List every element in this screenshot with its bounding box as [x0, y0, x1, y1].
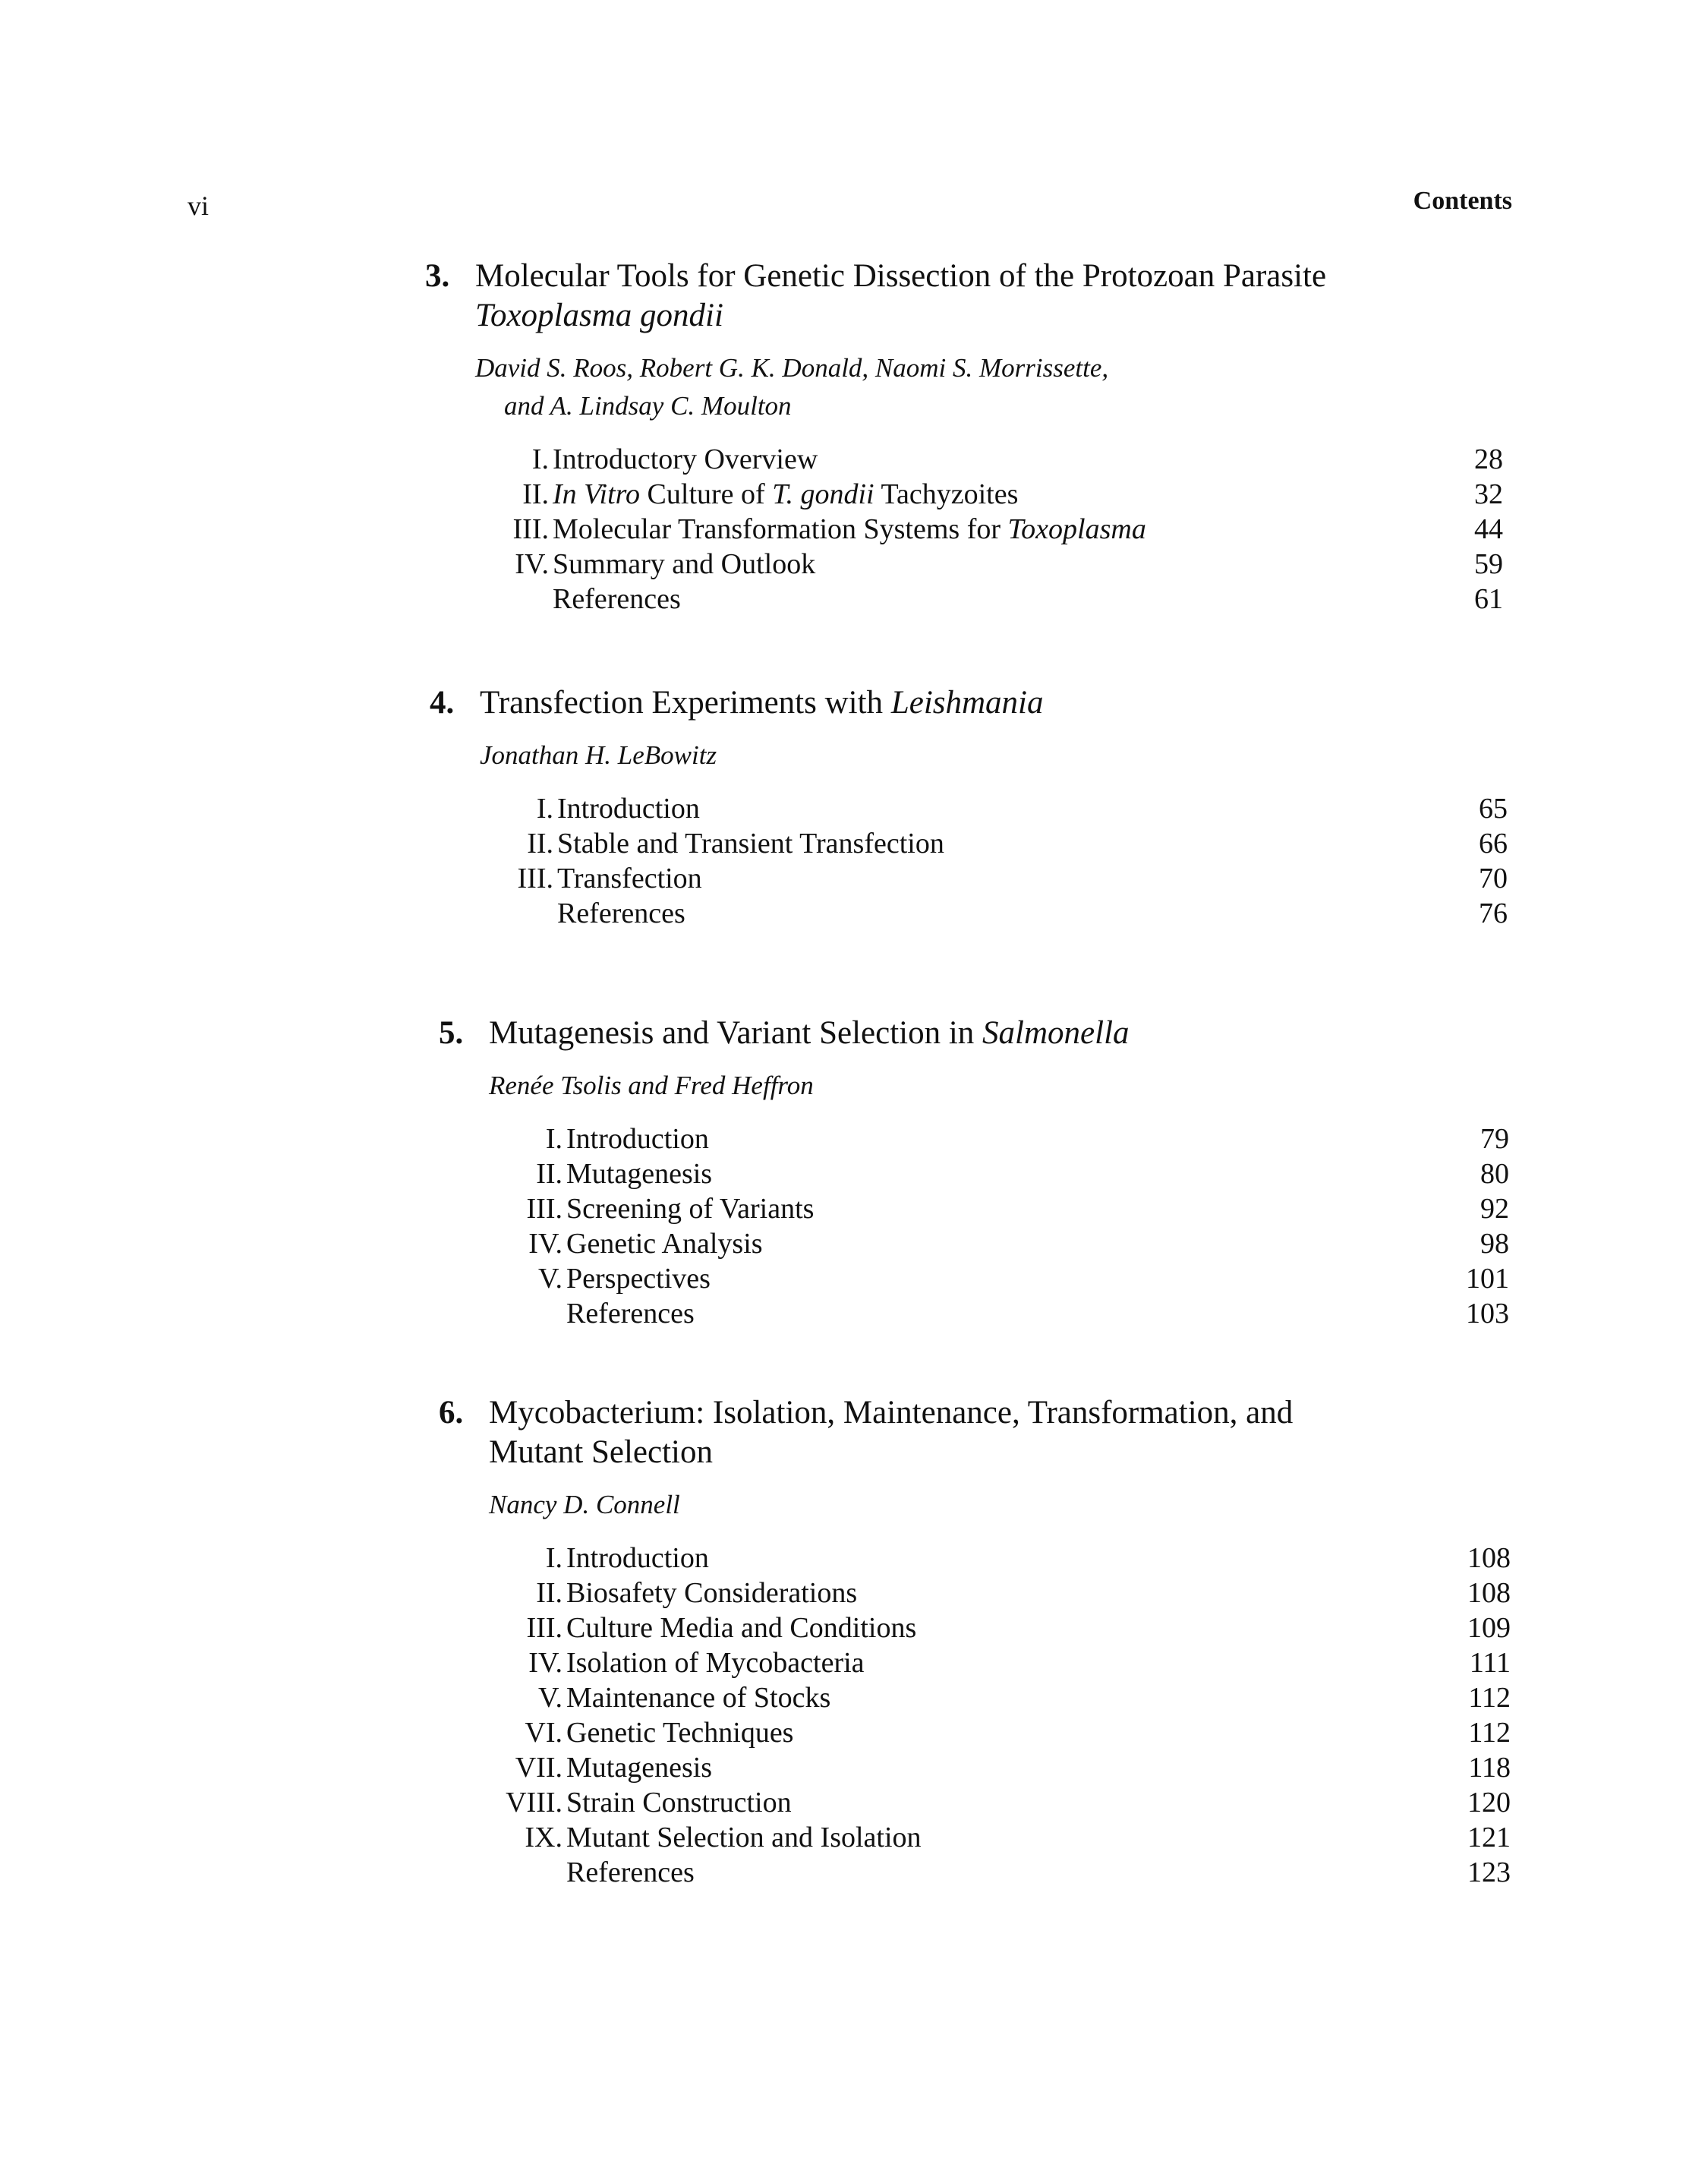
toc-row[interactable]	[439, 1296, 1509, 1331]
section-numeral: III.	[526, 1193, 563, 1225]
authors-line: Nancy D. Connell	[489, 1490, 680, 1519]
page-ref: 59	[1474, 548, 1503, 580]
toc-row[interactable]	[425, 477, 1503, 512]
page-ref: 70	[1479, 863, 1508, 894]
section-numeral: III.	[512, 513, 549, 545]
section-numeral: VII.	[515, 1752, 563, 1784]
page-ref: 44	[1474, 513, 1503, 545]
section-numeral: III.	[526, 1612, 563, 1644]
chapter-number: 5.	[439, 1015, 464, 1051]
section-numeral: I.	[536, 793, 553, 825]
section-title: Mutant Selection and Isolation	[566, 1822, 922, 1853]
chapter-authors	[430, 737, 1508, 774]
toc-row[interactable]	[439, 1226, 1509, 1261]
page-ref: 101	[1466, 1263, 1509, 1295]
page-ref: 121	[1467, 1822, 1511, 1853]
page-ref: 92	[1480, 1193, 1509, 1225]
page-ref: 120	[1467, 1787, 1511, 1819]
section-title: References	[566, 1856, 695, 1888]
page-ref: 118	[1468, 1752, 1511, 1784]
chapter-title-line: Mutant Selection	[489, 1434, 713, 1470]
section-title-part: Culture of	[640, 478, 773, 510]
authors-line: and A. Lindsay C. Moulton	[504, 391, 792, 421]
toc-row[interactable]	[430, 826, 1508, 861]
page-ref: 109	[1467, 1612, 1511, 1644]
chapter-title-italic: Salmonella	[982, 1015, 1130, 1051]
section-numeral: II.	[522, 478, 549, 510]
page-ref: 108	[1467, 1542, 1511, 1574]
section-title: Stable and Transient Transfection	[557, 828, 944, 860]
chapter-number: 6.	[439, 1395, 464, 1431]
page-ref: 80	[1480, 1158, 1509, 1190]
section-title: Mutagenesis	[566, 1752, 713, 1784]
toc-row[interactable]	[430, 861, 1508, 896]
section-title-italic: In Vitro	[553, 478, 641, 510]
page-ref: 32	[1474, 478, 1503, 510]
page-ref: 76	[1479, 897, 1508, 929]
section-numeral: VI.	[525, 1717, 563, 1749]
section-title: Introduction	[557, 793, 700, 825]
page-ref: 65	[1479, 793, 1508, 825]
authors-line: David S. Roos, Robert G. K. Donald, Naomi S. Morrissette,	[475, 353, 1109, 383]
toc-row[interactable]	[425, 442, 1503, 477]
section-title: Summary and Outlook	[553, 548, 816, 580]
section-title	[553, 512, 1146, 547]
chapter-title	[425, 257, 1503, 336]
section-numeral: V.	[537, 1263, 563, 1295]
section-list	[439, 1541, 1511, 1890]
toc-row[interactable]	[430, 791, 1508, 826]
section-list	[425, 442, 1503, 617]
page-ref: 61	[1474, 583, 1503, 615]
section-numeral: I.	[545, 1542, 563, 1574]
section-title: Maintenance of Stocks	[566, 1682, 831, 1714]
page-ref: 111	[1469, 1647, 1511, 1679]
section-title: References	[553, 583, 681, 615]
section-title: Genetic Techniques	[566, 1717, 794, 1749]
toc-row[interactable]	[439, 1541, 1511, 1576]
section-title: Introductory Overview	[553, 443, 818, 475]
section-title	[553, 477, 1018, 512]
section-title-part: Molecular Transformation Systems for	[553, 513, 1008, 545]
toc-row[interactable]	[439, 1261, 1509, 1296]
chapter-number: 3.	[425, 258, 450, 294]
page-ref: 112	[1468, 1682, 1511, 1714]
toc-row[interactable]	[439, 1680, 1511, 1715]
section-title: Isolation of Mycobacteria	[566, 1647, 865, 1679]
section-list	[430, 791, 1508, 931]
section-numeral: II.	[536, 1577, 563, 1609]
page-number: vi	[188, 191, 210, 221]
toc-row[interactable]	[439, 1715, 1511, 1750]
chapter-authors	[425, 349, 1503, 425]
section-title: Transfection	[557, 863, 702, 894]
section-title-italic: T. gondii	[772, 478, 874, 510]
section-title: Perspectives	[566, 1263, 711, 1295]
section-title-italic: Toxoplasma	[1007, 513, 1146, 545]
chapter-authors	[439, 1067, 1509, 1105]
authors-line: Jonathan H. LeBowitz	[480, 740, 717, 770]
toc-row[interactable]	[439, 1610, 1511, 1645]
section-title: Culture Media and Conditions	[566, 1612, 917, 1644]
toc-row[interactable]	[425, 582, 1503, 617]
toc-row[interactable]	[439, 1785, 1511, 1820]
section-numeral: III.	[517, 863, 553, 894]
chapter-3	[425, 257, 1503, 617]
section-numeral: IV.	[515, 548, 549, 580]
chapter-5	[439, 1014, 1509, 1331]
chapter-title	[430, 683, 1508, 723]
chapter-title	[439, 1014, 1509, 1053]
section-list	[439, 1121, 1509, 1331]
toc-row[interactable]	[439, 1156, 1509, 1191]
page-ref: 28	[1474, 443, 1503, 475]
section-title: Introduction	[566, 1542, 709, 1574]
section-numeral: II.	[536, 1158, 563, 1190]
section-title: Strain Construction	[566, 1787, 792, 1819]
section-title: Biosafety Considerations	[566, 1577, 858, 1609]
toc-row[interactable]	[425, 547, 1503, 582]
section-numeral: IX.	[525, 1822, 563, 1853]
page-ref: 112	[1468, 1717, 1511, 1749]
chapter-title-line: Mycobacterium: Isolation, Maintenance, Transformation, and	[489, 1395, 1294, 1431]
running-head: Contents	[1413, 187, 1512, 215]
chapter-title-italic: Leishmania	[890, 685, 1044, 721]
toc-row[interactable]	[439, 1750, 1511, 1785]
section-title-part: Tachyzoites	[874, 478, 1019, 510]
chapter-authors	[439, 1486, 1511, 1524]
toc-row[interactable]	[430, 896, 1508, 931]
section-numeral: IV.	[528, 1647, 563, 1679]
toc-row[interactable]	[439, 1576, 1511, 1610]
toc-row[interactable]	[439, 1855, 1511, 1890]
section-title: Mutagenesis	[566, 1158, 713, 1190]
chapter-title	[439, 1393, 1511, 1472]
toc-row[interactable]	[439, 1121, 1509, 1156]
section-numeral: II.	[527, 828, 553, 860]
chapter-4	[430, 683, 1508, 931]
section-numeral: VIII.	[506, 1787, 563, 1819]
chapter-title-part: Mutagenesis and Variant Selection in	[489, 1015, 983, 1051]
toc-row[interactable]	[439, 1645, 1511, 1680]
toc-row[interactable]	[439, 1191, 1509, 1226]
section-title: Introduction	[566, 1123, 709, 1155]
section-title: Genetic Analysis	[566, 1228, 763, 1260]
section-numeral: I.	[531, 443, 549, 475]
section-title: References	[557, 897, 685, 929]
section-numeral: IV.	[528, 1228, 563, 1260]
chapter-number: 4.	[430, 685, 455, 721]
section-numeral: V.	[537, 1682, 563, 1714]
section-title: Screening of Variants	[566, 1193, 815, 1225]
authors-line: Renée Tsolis and Fred Heffron	[489, 1071, 814, 1100]
section-numeral: I.	[545, 1123, 563, 1155]
chapter-title-line: Toxoplasma gondii	[475, 298, 723, 333]
page-ref: 79	[1480, 1123, 1509, 1155]
page-ref: 98	[1480, 1228, 1509, 1260]
chapter-title-part: Transfection Experiments with	[480, 685, 891, 721]
page-ref: 123	[1467, 1856, 1511, 1888]
page-ref: 103	[1466, 1298, 1509, 1330]
toc-row[interactable]	[425, 512, 1503, 547]
chapter-title-line: Molecular Tools for Genetic Dissection of the Protozoan Parasite	[475, 258, 1327, 294]
page-ref: 66	[1479, 828, 1508, 860]
section-title: References	[566, 1298, 695, 1330]
page-ref: 108	[1467, 1577, 1511, 1609]
toc-row[interactable]	[439, 1820, 1511, 1855]
chapter-6	[439, 1393, 1511, 1890]
